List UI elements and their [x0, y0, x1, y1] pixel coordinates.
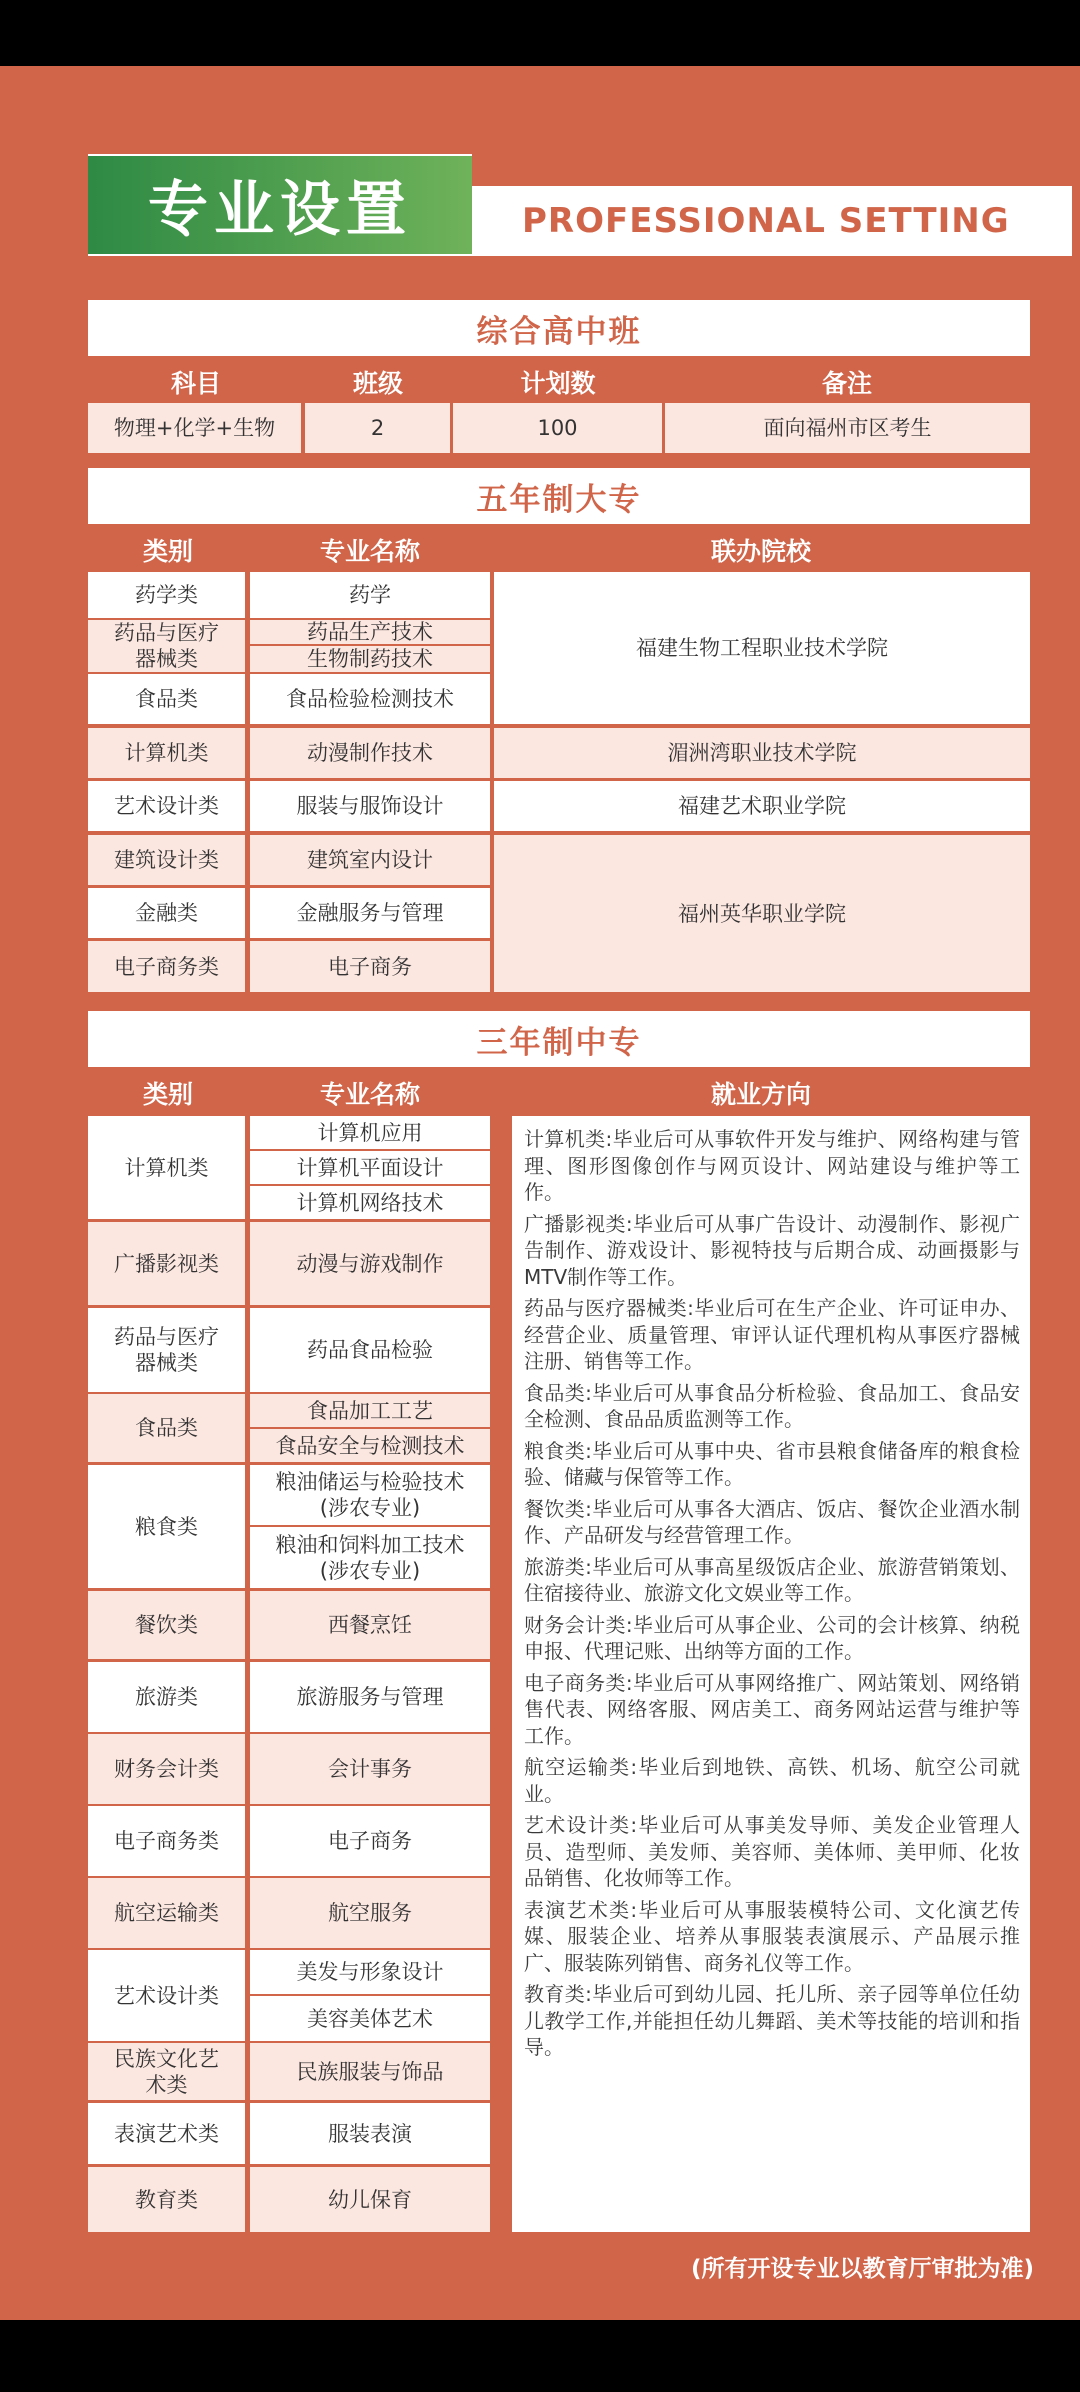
- major-cell: 动漫与游戏制作: [250, 1222, 490, 1305]
- column-header-major: 专业名称: [319, 1080, 420, 1109]
- school-cell: 福州英华职业学院: [494, 835, 1030, 992]
- column-header-note: 备注: [821, 369, 872, 398]
- section-title-three-year: 三年制中专: [88, 1011, 1030, 1067]
- category-cell: 粮食类: [88, 1465, 245, 1588]
- category-cell: 食品类: [88, 1394, 245, 1462]
- category-cell: 表演艺术类: [88, 2103, 245, 2164]
- major-cell: 生物制药技术: [250, 646, 490, 672]
- column-header-school: 联办院校: [710, 537, 811, 566]
- cell-note: 面向福州市区考生: [665, 403, 1030, 453]
- category-cell: 航空运输类: [88, 1878, 245, 1948]
- direction-text: 电子商务类:毕业后可从事网络推广、网站策划、网络销售代表、网络客服、网店美工、商务网站运营与维护等工作。: [524, 1670, 1020, 1748]
- category-cell: 食品类: [88, 674, 245, 724]
- section-title-five-year: 五年制大专: [88, 468, 1030, 524]
- major-cell: 美发与形象设计: [250, 1950, 490, 1994]
- major-cell: 计算机应用: [250, 1116, 490, 1149]
- major-cell: 药品食品检验: [250, 1308, 490, 1392]
- top-bar: [0, 0, 1080, 66]
- category-cell: 艺术设计类: [88, 1950, 245, 2041]
- major-cell: 航空服务: [250, 1878, 490, 1948]
- major-cell: 计算机平面设计: [250, 1151, 490, 1184]
- category-cell: 建筑设计类: [88, 835, 245, 885]
- major-cell: 美容美体艺术: [250, 1996, 490, 2041]
- bottom-bar: [0, 2320, 1080, 2392]
- major-cell: 电子商务: [250, 941, 490, 992]
- direction-text: 餐饮类:毕业后可从事各大酒店、饭店、餐饮企业酒水制作、产品研发与经营管理工作。: [524, 1496, 1020, 1547]
- category-cell: 药学类: [88, 572, 245, 618]
- category-cell: 艺术设计类: [88, 781, 245, 831]
- major-cell: 民族服装与饰品: [250, 2043, 490, 2100]
- school-cell: 福建生物工程职业技术学院: [494, 572, 1030, 724]
- category-cell: 药品与医疗器械类: [88, 620, 245, 672]
- column-header-direction: 就业方向: [710, 1080, 811, 1109]
- column-header-category: 类别: [142, 537, 193, 566]
- direction-text: 食品类:毕业后可从事食品分析检验、食品加工、食品安全检测、食品品质监测等工作。: [524, 1380, 1020, 1431]
- direction-text: 艺术设计类:毕业后可从事美发导师、美发企业管理人员、造型师、美发师、美容师、美体师、美甲师、化妆品销售、化妆师等工作。: [524, 1813, 1020, 1890]
- category-cell: 计算机类: [88, 728, 245, 778]
- column-header-plan: 计划数: [520, 369, 596, 398]
- cell-subject: 物理+化学+生物: [88, 403, 301, 453]
- direction-text: 粮食类:毕业后可从事中央、省市县粮食储备库的粮食检验、储藏与保管等工作。: [524, 1438, 1020, 1489]
- major-cell: 服装表演: [250, 2103, 490, 2164]
- category-cell: 计算机类: [88, 1116, 245, 1219]
- major-cell: 旅游服务与管理: [250, 1662, 490, 1732]
- school-cell: 湄洲湾职业技术学院: [494, 728, 1030, 778]
- direction-text: 航空运输类:毕业后到地铁、高铁、机场、航空公司就业。: [524, 1755, 1020, 1806]
- page-subtitle: PROFESSIONAL SETTING: [472, 186, 1072, 256]
- category-cell: 教育类: [88, 2167, 245, 2232]
- major-cell: 电子商务: [250, 1806, 490, 1876]
- school-cell: 福建艺术职业学院: [494, 781, 1030, 831]
- major-cell: 食品安全与检测技术: [250, 1429, 490, 1462]
- direction-text: 广播影视类:毕业后可从事广告设计、动漫制作、影视广告制作、游戏设计、影视特技与后期合成、动画摄影与MTV制作等工作。: [524, 1211, 1020, 1289]
- direction-text: 旅游类:毕业后可从事高星级饭店企业、旅游营销策划、住宿接待业、旅游文化文娱业等工作。: [524, 1554, 1020, 1605]
- column-header-major: 专业名称: [319, 537, 420, 566]
- major-cell: 幼儿保育: [250, 2167, 490, 2232]
- category-cell: 电子商务类: [88, 941, 245, 992]
- major-cell: 会计事务: [250, 1734, 490, 1804]
- major-cell: 计算机网络技术: [250, 1186, 490, 1219]
- direction-text: 财务会计类:毕业后可从事企业、公司的会计核算、纳税申报、代理记账、出纳等方面的工作。: [524, 1612, 1020, 1663]
- column-header-category: 类别: [142, 1080, 193, 1109]
- major-cell: 粮油储运与检验技术(涉农专业): [250, 1465, 490, 1525]
- cell-classes: 2: [305, 403, 450, 453]
- page-title: 专业设置: [88, 154, 472, 256]
- major-cell: 食品加工工艺: [250, 1394, 490, 1427]
- major-cell: 建筑室内设计: [250, 835, 490, 885]
- category-cell: 电子商务类: [88, 1806, 245, 1876]
- category-cell: 金融类: [88, 888, 245, 938]
- column-header-subject: 科目: [170, 369, 221, 398]
- column-header-classes: 班级: [352, 369, 403, 398]
- section-title-comprehensive: 综合高中班: [88, 300, 1030, 356]
- major-cell: 西餐烹饪: [250, 1591, 490, 1659]
- direction-text: 计算机类:毕业后可从事软件开发与维护、网络构建与管理、图形图像创作与网页设计、网站建设与维护等工作。: [524, 1127, 1020, 1204]
- major-cell: 服装与服饰设计: [250, 781, 490, 831]
- cell-plan: 100: [453, 403, 662, 453]
- employment-directions: [512, 1116, 1030, 2232]
- category-cell: 广播影视类: [88, 1222, 245, 1305]
- category-cell: 财务会计类: [88, 1734, 245, 1804]
- category-cell: 民族文化艺术类: [88, 2043, 245, 2100]
- major-cell: 动漫制作技术: [250, 728, 490, 778]
- major-cell: 食品检验检测技术: [250, 674, 490, 724]
- major-cell: 粮油和饲料加工技术(涉农专业): [250, 1527, 490, 1588]
- major-cell: 药学: [250, 572, 490, 618]
- category-cell: 旅游类: [88, 1662, 245, 1732]
- category-cell: 餐饮类: [88, 1591, 245, 1659]
- major-cell: 金融服务与管理: [250, 888, 490, 938]
- direction-text: 教育类:毕业后可到幼儿园、托儿所、亲子园等单位任幼儿教学工作,并能担任幼儿舞蹈、美术等技能的培训和指导。: [524, 1982, 1020, 2059]
- major-cell: 药品生产技术: [250, 620, 490, 644]
- category-cell: 药品与医疗器械类: [88, 1308, 245, 1392]
- direction-text: 表演艺术类:毕业后可从事服装模特公司、文化演艺传媒、服装企业、培养从事服装表演展示、产品展示推广、服装陈列销售、商务礼仪等工作。: [524, 1897, 1020, 1975]
- footer-note: (所有开设专业以教育厅审批为准): [690, 2256, 1034, 2282]
- direction-text: 药品与医疗器械类:毕业后可在生产企业、许可证申办、经营企业、质量管理、审评认证代理机构从事医疗器械注册、销售等工作。: [524, 1296, 1020, 1373]
